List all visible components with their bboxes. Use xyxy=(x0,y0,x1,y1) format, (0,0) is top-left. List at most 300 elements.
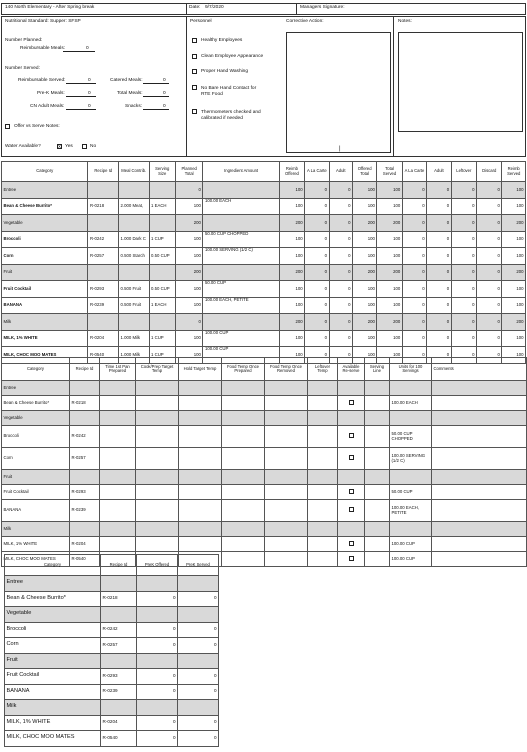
prek-served: 0 xyxy=(178,684,219,700)
table-cell xyxy=(203,264,279,281)
snacks-value: 0 xyxy=(163,104,166,109)
col-header: PreK Served xyxy=(178,555,219,576)
table-cell: 100 xyxy=(175,281,202,298)
recipe-id: R-0218 xyxy=(101,591,137,607)
table-row xyxy=(2,231,526,248)
temp-cell[interactable] xyxy=(179,470,222,485)
personnel-checkbox[interactable] xyxy=(192,54,197,59)
comments-cell[interactable] xyxy=(432,485,527,500)
school-name: 140 North Elementary - After Spring break xyxy=(5,5,95,10)
reserve-cell xyxy=(338,500,365,522)
item-name: Entree xyxy=(2,381,70,396)
table-cell: 0 xyxy=(402,281,426,298)
temp-cell[interactable] xyxy=(179,396,222,411)
item-name: MILK, 1% WHITE xyxy=(2,330,88,347)
temp-cell[interactable] xyxy=(222,411,265,426)
table-cell: 200 xyxy=(279,264,304,281)
corrective-mark: | xyxy=(339,146,341,152)
table-cell: 200 xyxy=(502,314,526,331)
table-cell xyxy=(203,215,279,232)
corrective-textarea[interactable] xyxy=(286,32,391,153)
item-name: BANANA xyxy=(2,500,70,522)
reserve-cell xyxy=(338,396,365,411)
temp-cell[interactable] xyxy=(100,381,136,396)
comments-cell[interactable] xyxy=(432,381,527,396)
divider xyxy=(393,16,394,157)
table-cell: 0 xyxy=(402,314,426,331)
table-cell: 0 xyxy=(427,182,451,199)
table-row xyxy=(2,198,526,215)
divider xyxy=(186,16,187,157)
table-cell: 0 xyxy=(329,198,352,215)
reserve-cell xyxy=(338,470,365,485)
col-header: Food Temp Once Removed xyxy=(265,358,308,381)
reserve-cell xyxy=(338,411,365,426)
table-cell: 0 xyxy=(427,248,451,265)
serving-line-cell[interactable] xyxy=(365,448,390,470)
personnel-checkbox[interactable] xyxy=(192,85,197,90)
temp-cell[interactable] xyxy=(308,500,338,522)
date-value: 9/7/2020 xyxy=(205,5,224,10)
number-served-label: Number Served: xyxy=(5,66,40,71)
table-cell: 0 xyxy=(305,347,329,364)
serving-line-cell[interactable] xyxy=(365,411,390,426)
reserve-checkbox[interactable] xyxy=(349,433,354,438)
temp-cell[interactable] xyxy=(308,470,338,485)
units-cell xyxy=(390,381,432,396)
table-cell: R-0204 xyxy=(88,330,119,347)
temp-cell[interactable] xyxy=(265,500,308,522)
table-row xyxy=(2,448,527,470)
table-cell: 0 xyxy=(329,231,352,248)
reimbursable-label: Reimbursable Meals: xyxy=(20,46,66,51)
col-header: Planned Total xyxy=(175,162,202,182)
table-cell: 200 xyxy=(352,314,376,331)
reserve-checkbox[interactable] xyxy=(349,507,354,512)
reserve-cell xyxy=(338,522,365,537)
temp-cell[interactable] xyxy=(136,470,179,485)
temp-cell[interactable] xyxy=(308,381,338,396)
table-cell xyxy=(119,182,150,199)
table-cell: 0 xyxy=(329,330,352,347)
table-cell: 1 CUP xyxy=(149,231,175,248)
temp-cell[interactable] xyxy=(100,426,136,448)
temp-cell[interactable] xyxy=(179,448,222,470)
table-cell: 0.500 Fruit xyxy=(119,281,150,298)
table-cell: 0 xyxy=(329,182,352,199)
table-cell xyxy=(88,215,119,232)
table-cell: R-0242 xyxy=(88,231,119,248)
table-cell: 100 xyxy=(175,297,202,314)
personnel-item: Clean Employee Appearance xyxy=(201,54,264,59)
comments-cell[interactable] xyxy=(432,411,527,426)
table-cell: 0 xyxy=(329,297,352,314)
item-name: Broccoli xyxy=(5,622,101,638)
temp-cell[interactable] xyxy=(100,500,136,522)
temp-cell[interactable] xyxy=(308,426,338,448)
table-cell: 0 xyxy=(427,231,451,248)
table-cell: 100 xyxy=(502,330,526,347)
reimbursable-field[interactable] xyxy=(63,47,95,52)
prek-offered xyxy=(137,607,178,623)
serving-line-cell[interactable] xyxy=(365,537,390,552)
col-header: Adult xyxy=(427,162,451,182)
temp-cell[interactable] xyxy=(179,500,222,522)
table-cell: 0 xyxy=(305,215,329,232)
table-cell: 100 xyxy=(377,198,402,215)
offer-checkbox[interactable] xyxy=(5,124,10,129)
personnel-item: Thermometers checked and calibrated if needed xyxy=(201,110,261,122)
notes-textarea[interactable] xyxy=(398,32,523,132)
temp-cell[interactable] xyxy=(222,396,265,411)
table-cell: 0 xyxy=(477,231,502,248)
table-cell: 0 xyxy=(427,347,451,364)
reserve-cell xyxy=(338,485,365,500)
table-cell: 0 xyxy=(451,215,476,232)
table-cell: 200 xyxy=(377,264,402,281)
table-cell: 0 xyxy=(402,297,426,314)
temp-cell[interactable] xyxy=(222,522,265,537)
comments-cell[interactable] xyxy=(432,470,527,485)
table-cell: 100 xyxy=(175,347,202,364)
table-row xyxy=(5,591,219,607)
temp-cell[interactable] xyxy=(265,537,308,552)
col-header: Time 1st Pan Prepared xyxy=(100,358,136,381)
table-cell: 0 xyxy=(451,198,476,215)
reserve-checkbox[interactable] xyxy=(349,556,354,561)
serving-line-cell[interactable] xyxy=(365,470,390,485)
serving-line-cell[interactable] xyxy=(365,552,390,567)
temp-cell[interactable] xyxy=(222,381,265,396)
corrective-title: Corrective Action: xyxy=(286,19,324,24)
temp-cell[interactable] xyxy=(136,411,179,426)
table-cell: 200 xyxy=(502,215,526,232)
prek-served: 0 xyxy=(178,715,219,731)
temp-cell[interactable] xyxy=(222,537,265,552)
recipe-id xyxy=(70,381,100,396)
table-cell: 0 xyxy=(427,198,451,215)
table-cell: 0 xyxy=(427,297,451,314)
table-cell: 100 xyxy=(377,231,402,248)
col-header: Total Served xyxy=(377,162,402,182)
comments-cell[interactable] xyxy=(432,500,527,522)
reserve-cell xyxy=(338,537,365,552)
table-cell: 0 xyxy=(451,182,476,199)
prek-header-row xyxy=(5,555,219,576)
temp-cell[interactable] xyxy=(222,448,265,470)
table-cell: 50.00 CUP xyxy=(203,281,279,298)
serving-line-cell[interactable] xyxy=(365,485,390,500)
units-cell xyxy=(390,522,432,537)
temp-cell[interactable] xyxy=(179,485,222,500)
total-label: Total Meals: xyxy=(117,91,143,96)
temp-cell[interactable] xyxy=(100,396,136,411)
table-cell: 0 xyxy=(477,248,502,265)
temp-cell[interactable] xyxy=(265,448,308,470)
temp-cell[interactable] xyxy=(308,522,338,537)
temp-cell[interactable] xyxy=(100,485,136,500)
reserve-checkbox[interactable] xyxy=(349,489,354,494)
table-cell: 200 xyxy=(279,314,304,331)
prek-offered: 0 xyxy=(137,638,178,654)
temp-cell[interactable] xyxy=(100,448,136,470)
item-name: Milk xyxy=(2,522,70,537)
table-cell: 100.00 SERVING (1/2 C) xyxy=(203,248,279,265)
temp-cell[interactable] xyxy=(265,552,308,567)
date-label: Date: xyxy=(189,5,201,10)
table-cell: 0 xyxy=(305,248,329,265)
temp-cell[interactable] xyxy=(222,552,265,567)
recipe-id xyxy=(70,411,100,426)
table-cell: 100 xyxy=(175,330,202,347)
temp-cell[interactable] xyxy=(100,537,136,552)
table-row xyxy=(5,731,219,747)
table-cell: 50.00 CUP CHOPPED xyxy=(203,231,279,248)
temp-cell[interactable] xyxy=(136,485,179,500)
reserve-cell xyxy=(338,552,365,567)
table-cell: 0 xyxy=(402,330,426,347)
item-name: Entree xyxy=(5,576,101,592)
table-cell: 0 xyxy=(329,215,352,232)
temp-cell[interactable] xyxy=(136,537,179,552)
temp-cell[interactable] xyxy=(265,396,308,411)
item-name: BANANA xyxy=(2,297,88,314)
table-row xyxy=(2,281,526,298)
units-cell xyxy=(390,470,432,485)
recipe-id: R-0540 xyxy=(101,731,137,747)
temp-cell[interactable] xyxy=(222,426,265,448)
serving-line-cell[interactable] xyxy=(365,396,390,411)
prek-served xyxy=(178,607,219,623)
recipe-id: R-0293 xyxy=(70,485,100,500)
item-name: Milk xyxy=(2,314,88,331)
prek-served: 0 xyxy=(178,622,219,638)
comments-cell[interactable] xyxy=(432,552,527,567)
table-row xyxy=(2,396,527,411)
table-cell: 0 xyxy=(427,314,451,331)
personnel-checkbox[interactable] xyxy=(192,69,197,74)
temp-cell[interactable] xyxy=(136,396,179,411)
table-cell: 100 xyxy=(175,198,202,215)
temp-cell[interactable] xyxy=(308,537,338,552)
item-name: Entree xyxy=(2,182,88,199)
table-cell: 0 xyxy=(402,231,426,248)
prek-served: 0 xyxy=(178,669,219,685)
col-header: Reimb Offered xyxy=(279,162,304,182)
comments-cell[interactable] xyxy=(432,537,527,552)
recipe-id: R-0540 xyxy=(70,552,100,567)
table-cell: 0.500 Starch xyxy=(119,248,150,265)
temp-cell[interactable] xyxy=(136,381,179,396)
temp-cell[interactable] xyxy=(222,500,265,522)
prek-served: 0 xyxy=(178,591,219,607)
temp-cell[interactable] xyxy=(308,411,338,426)
table-cell: 100 xyxy=(279,231,304,248)
temp-cell[interactable] xyxy=(179,411,222,426)
personnel-checkbox[interactable] xyxy=(192,109,197,114)
col-header: A La Carte xyxy=(402,162,426,182)
comments-cell[interactable] xyxy=(432,448,527,470)
reserve-cell xyxy=(338,448,365,470)
personnel-item: No Bare Hand Contact for RTE Food xyxy=(201,86,257,98)
col-header: Available Re-serve xyxy=(338,358,365,381)
serving-line-cell[interactable] xyxy=(365,500,390,522)
table-cell: 100 xyxy=(279,297,304,314)
reserve-checkbox[interactable] xyxy=(349,541,354,546)
temp-cell[interactable] xyxy=(179,537,222,552)
col-header: Food Temp Once Prepared xyxy=(222,358,265,381)
notes-title: Notes: xyxy=(398,19,412,24)
table-cell: 100 xyxy=(377,281,402,298)
temp-cell[interactable] xyxy=(265,470,308,485)
table-cell: 0 xyxy=(402,248,426,265)
temp-cell[interactable] xyxy=(222,470,265,485)
offer-label: Offer vs Serve Notes: xyxy=(14,124,60,129)
temp-cell[interactable] xyxy=(179,522,222,537)
serving-line-cell[interactable] xyxy=(365,522,390,537)
table-cell: 0 xyxy=(477,264,502,281)
col-header: Discard xyxy=(477,162,502,182)
col-header: Units for 100 Servings xyxy=(390,358,432,381)
catered-value: 0 xyxy=(163,78,166,83)
table-cell: 1 CUP xyxy=(149,330,175,347)
table-cell: 0 xyxy=(477,297,502,314)
serving-line-cell[interactable] xyxy=(365,426,390,448)
cn-field[interactable] xyxy=(66,105,96,110)
recipe-id xyxy=(101,576,137,592)
temp-cell[interactable] xyxy=(100,411,136,426)
col-header: Leftover xyxy=(451,162,476,182)
temp-cell[interactable] xyxy=(308,396,338,411)
total-value: 0 xyxy=(163,91,166,96)
temp-cell[interactable] xyxy=(265,522,308,537)
temp-cell[interactable] xyxy=(179,426,222,448)
table-cell: 0 xyxy=(175,182,202,199)
table-cell: 100 xyxy=(377,330,402,347)
table-cell: 100 xyxy=(377,182,402,199)
comments-cell[interactable] xyxy=(432,396,527,411)
category-row xyxy=(2,522,527,537)
table-cell: 0 xyxy=(305,231,329,248)
table-cell: 100.00 CUP xyxy=(203,347,279,364)
col-header: PreK Offered xyxy=(137,555,178,576)
category-row xyxy=(2,411,527,426)
table-cell: 0 xyxy=(427,264,451,281)
prek-field[interactable] xyxy=(66,92,96,97)
temperature-table xyxy=(1,357,527,567)
reserve-checkbox[interactable] xyxy=(349,455,354,460)
item-name: Bean & Cheese Burrito* xyxy=(2,396,70,411)
table-cell: 100.00 CUP xyxy=(203,330,279,347)
water-no-checkbox[interactable] xyxy=(82,144,87,149)
col-header: Category xyxy=(5,555,101,576)
table-cell: 0 xyxy=(305,264,329,281)
comments-cell[interactable] xyxy=(432,426,527,448)
temp-cell[interactable] xyxy=(265,485,308,500)
temp-cell[interactable] xyxy=(100,470,136,485)
table-cell: 100 xyxy=(279,347,304,364)
col-header: Reimb Served xyxy=(502,162,526,182)
temp-cell[interactable] xyxy=(100,522,136,537)
temp-cell[interactable] xyxy=(136,522,179,537)
category-row xyxy=(2,314,526,331)
table-cell: 100 xyxy=(352,347,376,364)
cn-label: CN Adult Meals: xyxy=(30,104,65,109)
category-row xyxy=(5,607,219,623)
prek-offered: 0 xyxy=(137,669,178,685)
prek-offered xyxy=(137,700,178,716)
item-name: Bean & Cheese Burrito* xyxy=(2,198,88,215)
recipe-id: R-0242 xyxy=(101,622,137,638)
table-cell: 100 xyxy=(502,231,526,248)
units-cell: 50.00 CUP xyxy=(390,485,432,500)
temp-cell[interactable] xyxy=(265,381,308,396)
table-row xyxy=(2,248,526,265)
reimbursable-value: 0 xyxy=(86,46,89,51)
temp-cell[interactable] xyxy=(265,426,308,448)
temp-cell[interactable] xyxy=(308,448,338,470)
served-value: 0 xyxy=(88,78,91,83)
item-name: MILK, CHOC MOO MATES xyxy=(5,731,101,747)
table-cell: 100 xyxy=(502,182,526,199)
prek-offered xyxy=(137,653,178,669)
table-cell: 0 xyxy=(477,281,502,298)
serving-line-cell[interactable] xyxy=(365,381,390,396)
table-cell: 0 xyxy=(451,347,476,364)
table-cell: R-0540 xyxy=(88,347,119,364)
personnel-item: Proper Hand Washing xyxy=(201,69,249,74)
table-cell: 0 xyxy=(427,215,451,232)
table-row xyxy=(2,537,527,552)
category-row xyxy=(5,653,219,669)
water-yes-checkbox[interactable] xyxy=(57,144,62,149)
item-name: Broccoli xyxy=(2,426,70,448)
table-cell: 0 xyxy=(477,215,502,232)
table-cell: 0 xyxy=(451,231,476,248)
temp-cell[interactable] xyxy=(136,448,179,470)
col-header: Recipe Id xyxy=(101,555,137,576)
temp-cell[interactable] xyxy=(222,485,265,500)
item-name: Fruit Cocktail xyxy=(2,281,88,298)
item-name: MILK, CHOC MOO MATES xyxy=(2,347,88,364)
item-name: Bean & Cheese Burrito* xyxy=(5,591,101,607)
reserve-checkbox[interactable] xyxy=(349,400,354,405)
temp-cell[interactable] xyxy=(308,485,338,500)
catered-label: Catered Meals: xyxy=(110,78,143,83)
table-cell: 1.000 Milk xyxy=(119,330,150,347)
served-field[interactable] xyxy=(66,79,96,84)
table-cell xyxy=(119,314,150,331)
temp-cell[interactable] xyxy=(136,500,179,522)
category-row xyxy=(2,182,526,199)
table-cell: 0 xyxy=(305,198,329,215)
temp-cell[interactable] xyxy=(136,426,179,448)
personnel-checkbox[interactable] xyxy=(192,38,197,43)
temp-cell[interactable] xyxy=(308,552,338,567)
col-header: A La Carte xyxy=(305,162,329,182)
table-cell: 0 xyxy=(305,182,329,199)
temp-cell[interactable] xyxy=(179,381,222,396)
signature-label: Managers Signature: xyxy=(300,5,345,10)
prek-served xyxy=(178,653,219,669)
item-name: Vegetable xyxy=(2,215,88,232)
recipe-id: R-0257 xyxy=(70,448,100,470)
units-cell: 100.00 EACH xyxy=(390,396,432,411)
item-name: MILK, CHOC MOO MATES xyxy=(2,552,70,567)
comments-cell[interactable] xyxy=(432,522,527,537)
production-header-row xyxy=(2,162,526,182)
temp-cell[interactable] xyxy=(265,411,308,426)
